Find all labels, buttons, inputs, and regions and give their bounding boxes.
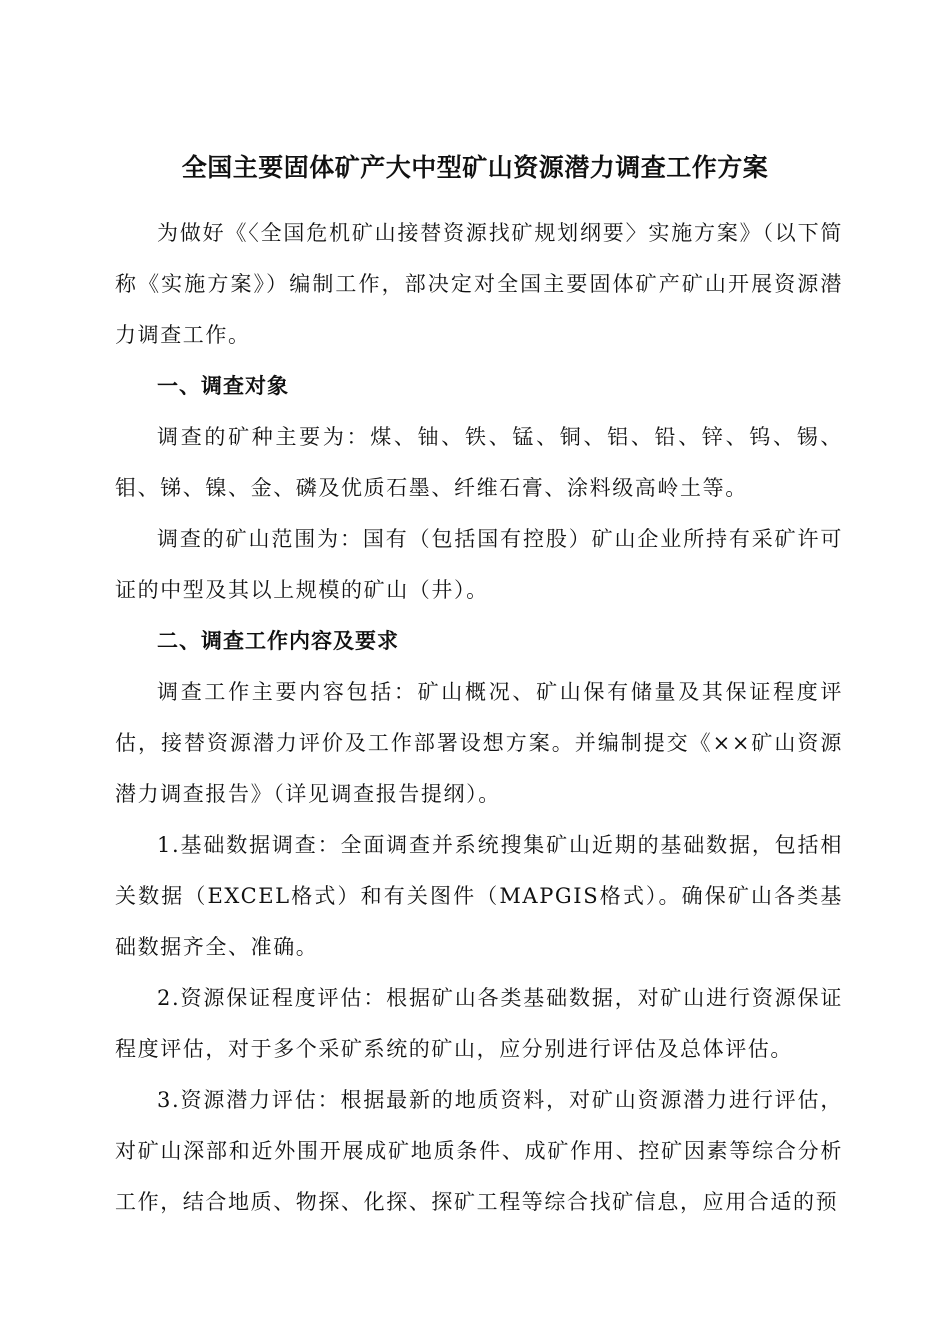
mineral-types-paragraph: 调查的矿种主要为：煤、铀、铁、锰、铜、铝、铅、锌、钨、锡、钼、锑、镍、金、磷及优质石墨、纤维石膏、涂料级高岭土等。 bbox=[115, 425, 843, 500]
document-title: 全国主要固体矿产大中型矿山资源潜力调查工作方案 bbox=[181, 153, 769, 182]
basic-data-paragraph: 1.基础数据调查：全面调查并系统搜集矿山近期的基础数据，包括相关数据（EXCEL格式）和有关图件（MAPGIS格式）。确保矿山各类基础数据齐全、准确。 bbox=[115, 833, 843, 959]
intro-paragraph: 为做好《〈全国危机矿山接替资源找矿规划纲要〉实施方案》（以下简称《实施方案》）编制工作，部决定对全国主要固体矿产矿山开展资源潜力调查工作。 bbox=[115, 221, 843, 347]
document-body bbox=[115, 208, 843, 1228]
section-heading-survey-objects: 一、调查对象 bbox=[157, 374, 289, 398]
guarantee-assessment-paragraph: 2.资源保证程度评估：根据矿山各类基础数据，对矿山进行资源保证程度评估，对于多个采矿系统的矿山，应分别进行评估及总体评估。 bbox=[115, 986, 843, 1061]
section-heading-content-requirements: 二、调查工作内容及要求 bbox=[157, 629, 399, 653]
mine-scope-paragraph: 调查的矿山范围为：国有（包括国有控股）矿山企业所持有采矿许可证的中型及其以上规模的矿山（井）。 bbox=[115, 527, 843, 602]
potential-assessment-paragraph: 3.资源潜力评估：根据最新的地质资料，对矿山资源潜力进行评估，对矿山深部和近外围开展成矿地质条件、成矿作用、控矿因素等综合分析工作，结合地质、物探、化探、探矿工程等综合找矿信息，应用合适的预 bbox=[115, 1088, 843, 1214]
main-content-paragraph: 调查工作主要内容包括：矿山概况、矿山保有储量及其保证程度评估，接替资源潜力评价及工作部署设想方案。并编制提交《××矿山资源潜力调查报告》（详见调查报告提纲）。 bbox=[115, 680, 843, 806]
